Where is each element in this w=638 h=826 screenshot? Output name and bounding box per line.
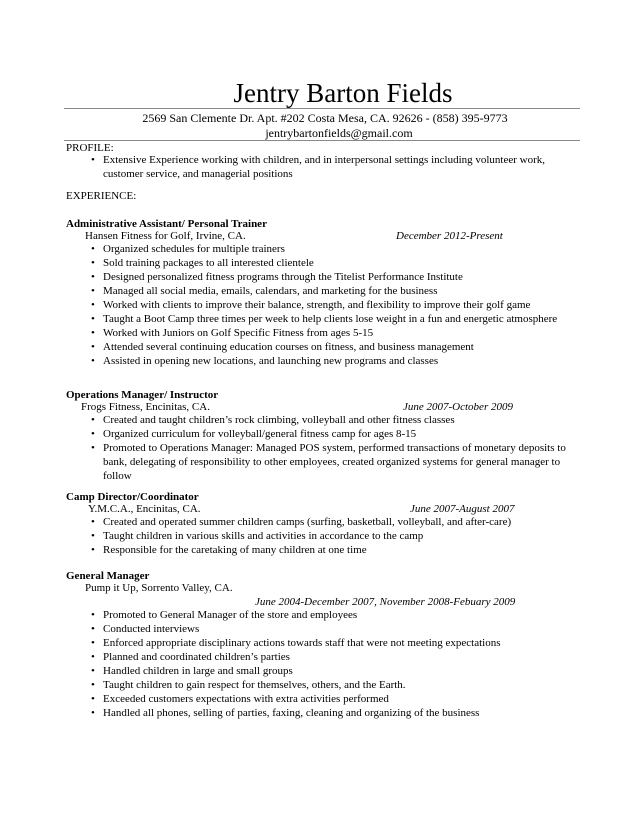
list-item: • Promoted to Operations Manager: Managed POS system, performed transactions of monetary deposits to bbox=[66, 441, 576, 455]
bullet-continuation: follow bbox=[103, 470, 132, 482]
list-item: • Organized curriculum for volleyball/general fitness camp for ages 8-15 bbox=[66, 427, 576, 441]
job-employer: Hansen Fitness for Golf, Irvine, CA. bbox=[85, 230, 246, 242]
list-item: • Attended several continuing education courses on fitness, and business management bbox=[66, 340, 576, 354]
list-item: • Planned and coordinated children’s parties bbox=[66, 650, 576, 664]
list-item: • Promoted to General Manager of the store and employees bbox=[66, 608, 576, 622]
list-item: • Organized schedules for multiple trainers bbox=[66, 242, 576, 256]
list-item: • Taught a Boot Camp three times per week to help clients lose weight in a fun and energetic atmosphere bbox=[66, 312, 576, 326]
list-item: • Extensive Experience working with children, and in interpersonal settings including volunteer work, bbox=[66, 153, 576, 167]
list-item: • Created and operated summer children camps (surfing, basketball, volleyball, and after-care) bbox=[66, 515, 576, 529]
header-rule-top bbox=[64, 108, 580, 109]
job-title: Administrative Assistant/ Personal Trainer bbox=[66, 218, 267, 230]
bullet-continuation: bank, delegating of responsibility to other employees, created organized systems for general manager to bbox=[103, 456, 561, 468]
job-title: Operations Manager/ Instructor bbox=[66, 389, 219, 401]
profile-heading: PROFILE: bbox=[66, 142, 114, 154]
header-rule-bottom bbox=[64, 140, 580, 141]
contact-email: jentrybartonfields@gmail.com bbox=[265, 126, 413, 140]
profile-list bbox=[66, 153, 576, 167]
job-bullets bbox=[66, 608, 576, 720]
list-item: • Worked with clients to improve their balance, strength, and flexibility to improve their golf game bbox=[66, 298, 576, 312]
list-item: • Managed all social media, emails, calendars, and marketing for the business bbox=[66, 284, 576, 298]
list-item: • Conducted interviews bbox=[66, 622, 576, 636]
list-item: • Responsible for the caretaking of many children at one time bbox=[66, 543, 576, 557]
list-item: • Exceeded customers expectations with extra activities performed bbox=[66, 692, 576, 706]
contact-address-phone: 2569 San Clemente Dr. Apt. #202 Costa Mesa, CA. 92626 - (858) 395-9773 bbox=[142, 111, 508, 125]
job-bullets bbox=[66, 242, 576, 368]
job-bullets bbox=[66, 515, 576, 557]
job-dates: December 2012-Present bbox=[396, 230, 503, 242]
job-title: General Manager bbox=[66, 570, 150, 582]
job-dates: June 2007-August 2007 bbox=[410, 503, 515, 515]
list-item: • Worked with Juniors on Golf Specific Fitness from ages 5-15 bbox=[66, 326, 576, 340]
list-item: • Created and taught children’s rock climbing, volleyball and other fitness classes bbox=[66, 413, 576, 427]
list-item: • Assisted in opening new locations, and launching new programs and classes bbox=[66, 354, 576, 368]
job-title: Camp Director/Coordinator bbox=[66, 491, 199, 503]
job-employer: Frogs Fitness, Encinitas, CA. bbox=[81, 401, 210, 413]
job-dates: June 2007-October 2009 bbox=[403, 401, 513, 413]
list-item: • Taught children in various skills and activities in accordance to the camp bbox=[66, 529, 576, 543]
list-item: • Sold training packages to all interested clientele bbox=[66, 256, 576, 270]
job-dates: June 2004-December 2007, November 2008-Febuary 2009 bbox=[255, 596, 516, 608]
list-item: • Handled all phones, selling of parties, faxing, cleaning and organizing of the business bbox=[66, 706, 576, 720]
profile-continuation: customer service, and managerial positions bbox=[103, 168, 293, 180]
experience-heading: EXPERIENCE: bbox=[66, 190, 137, 202]
list-item: • Handled children in large and small groups bbox=[66, 664, 576, 678]
list-item: • Designed personalized fitness programs through the Titelist Performance Institute bbox=[66, 270, 576, 284]
list-item: • Taught children to gain respect for themselves, others, and the Earth. bbox=[66, 678, 576, 692]
job-bullets bbox=[66, 413, 576, 455]
job-employer: Y.M.C.A., Encinitas, CA. bbox=[88, 503, 201, 515]
job-employer: Pump it Up, Sorrento Valley, CA. bbox=[85, 582, 233, 594]
candidate-name: Jentry Barton Fields bbox=[233, 78, 453, 108]
list-item: • Enforced appropriate disciplinary actions towards staff that were not meeting expectations bbox=[66, 636, 576, 650]
